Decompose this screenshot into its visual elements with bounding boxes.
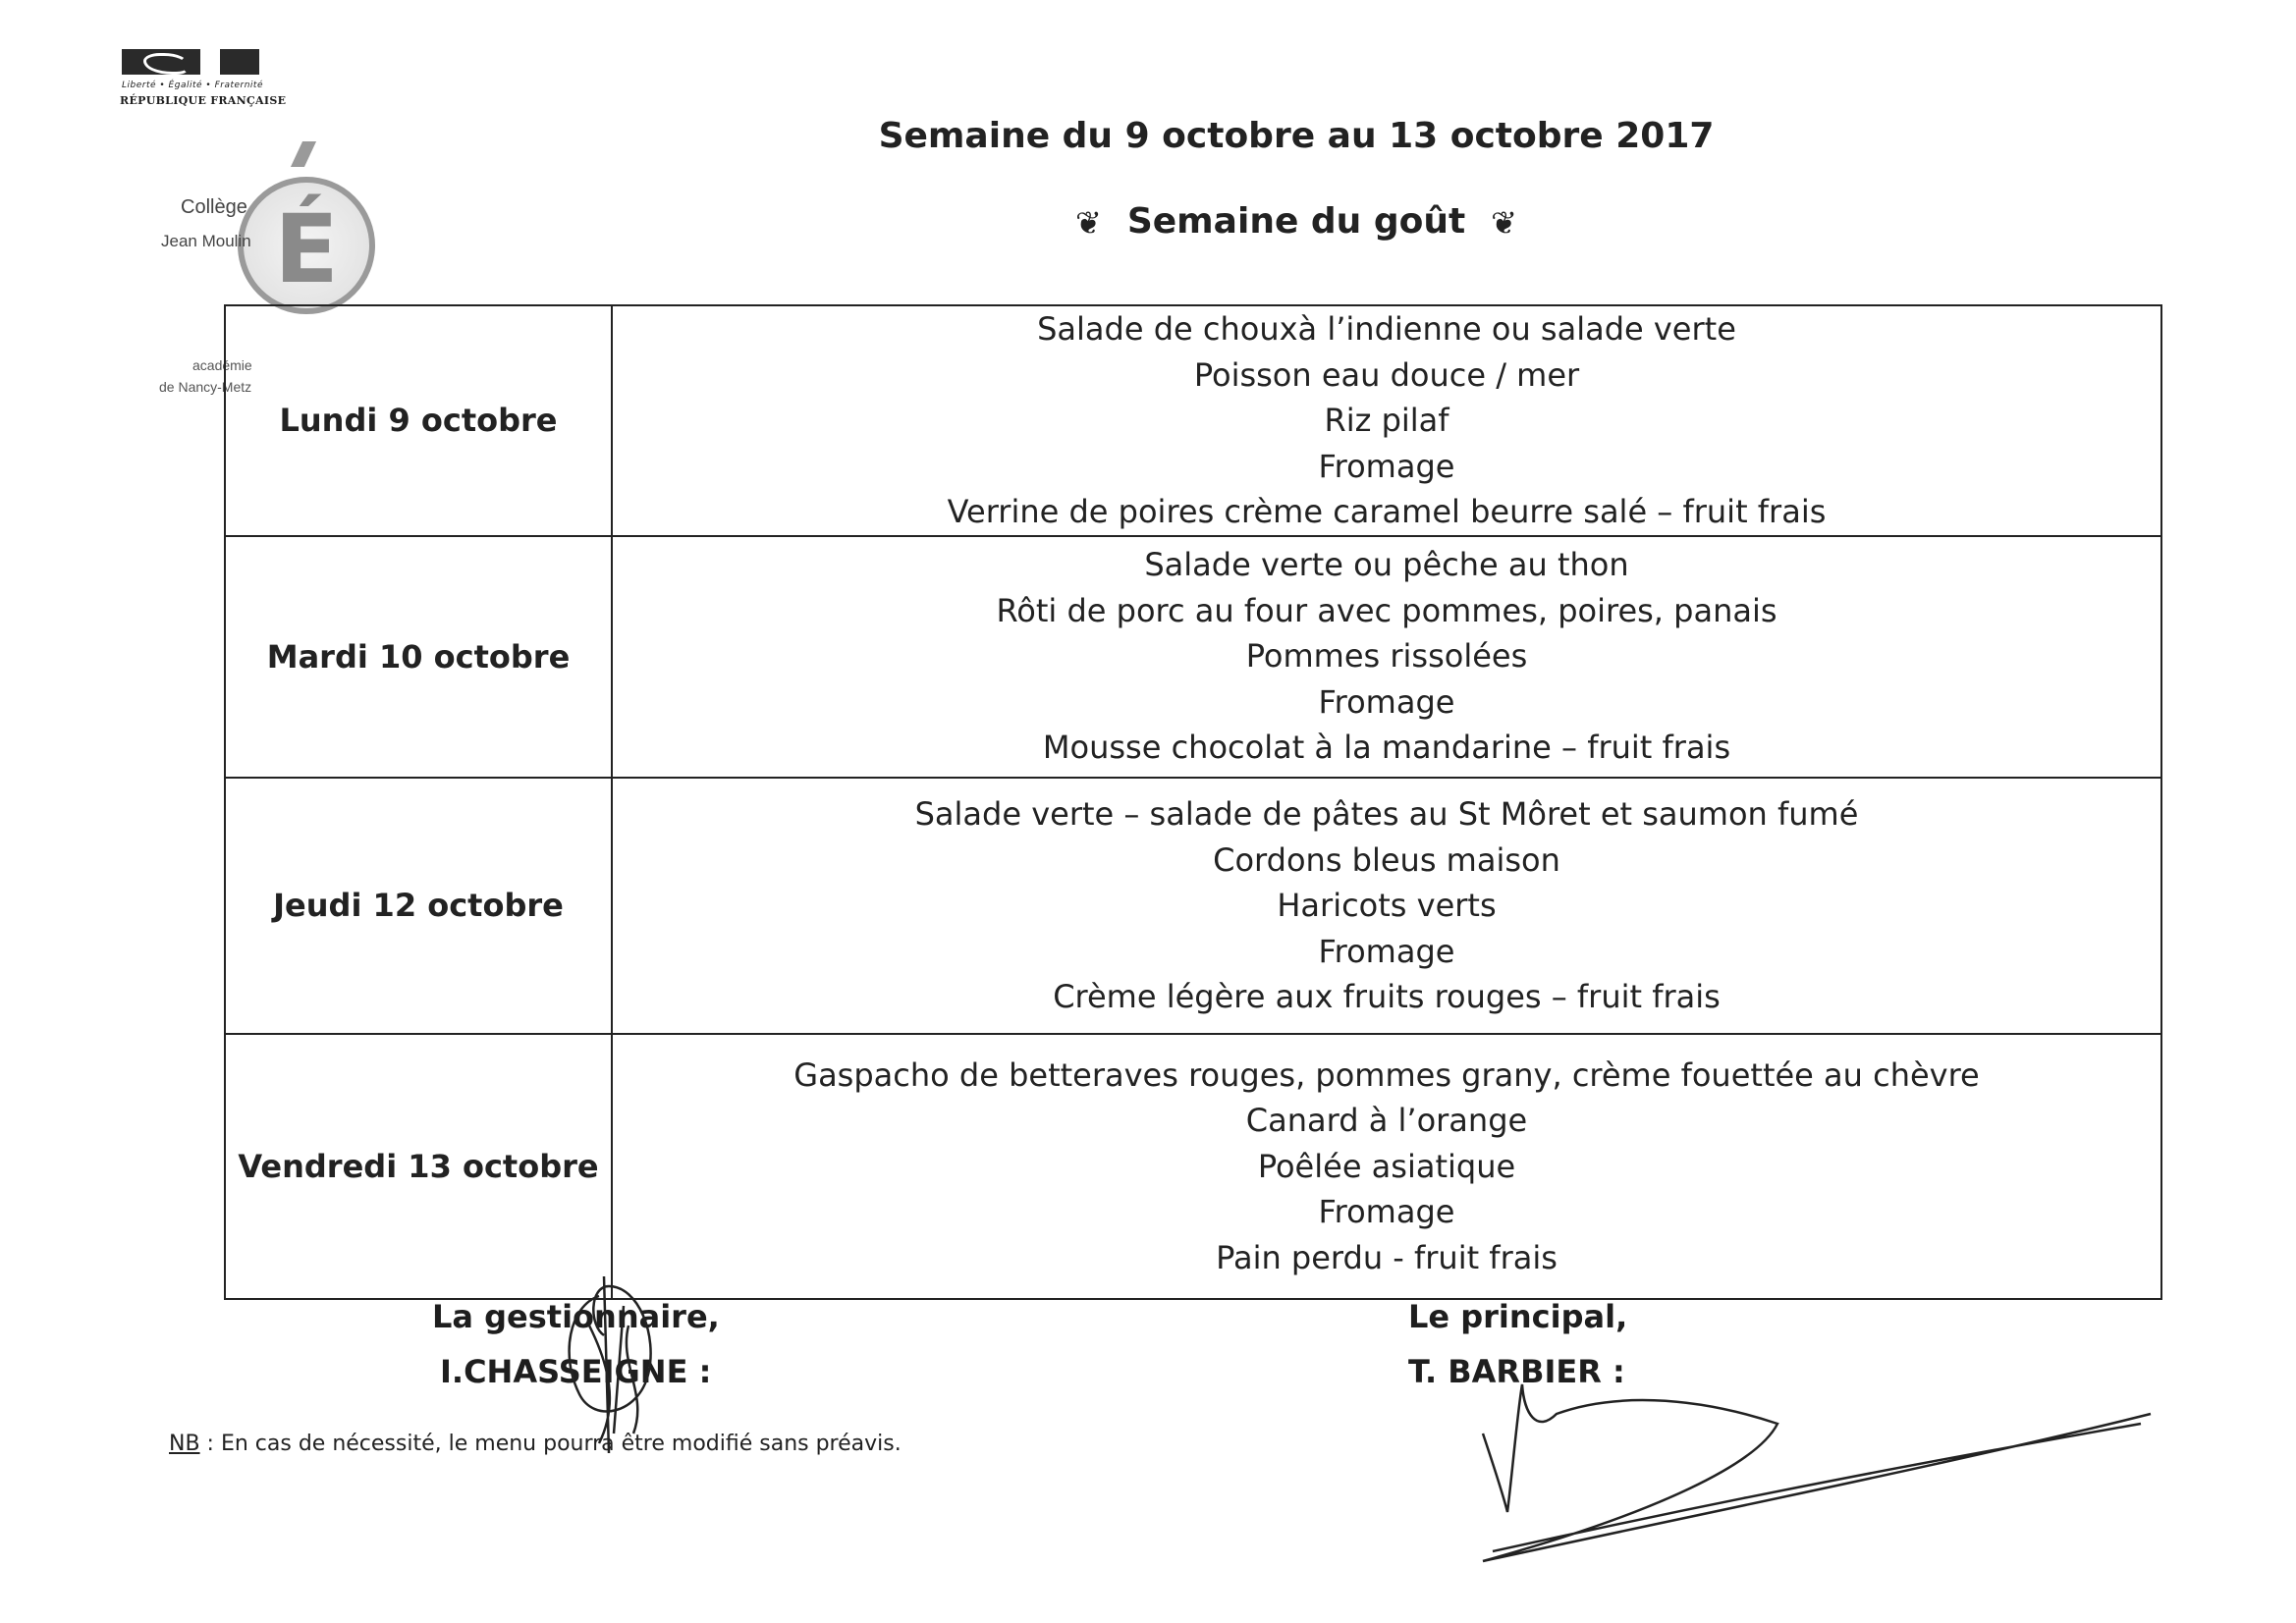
table-row (225, 305, 2161, 536)
dish-item: Riz pilaf (1324, 402, 1449, 440)
college-label: Collège (181, 196, 247, 218)
dish-item: Poêlée asiatique (1257, 1147, 1516, 1185)
dish-item: Salade verte – salade de pâtes au St Môret et saumon fumé (914, 795, 1859, 834)
dish-item: Salade de chouxà l’indienne ou salade verte (1037, 310, 1736, 349)
table-row (225, 778, 2161, 1034)
ornament-left-icon: ❦ (1075, 204, 1102, 242)
republique-francaise-logo (118, 49, 287, 118)
dish-item: Fromage (1318, 447, 1455, 485)
nb-label: NB (169, 1432, 200, 1456)
principal-name: T. BARBIER : (1408, 1353, 1625, 1390)
nb-text: : En cas de nécessité, le menu pourra être modifié sans préavis. (199, 1432, 902, 1456)
dish-item: Mousse chocolat à la mandarine – fruit frais (1042, 729, 1731, 767)
dishes-cell (612, 778, 2161, 1034)
dishes-cell (612, 536, 2161, 778)
dishes-cell (612, 305, 2161, 536)
dish-item: Cordons bleus maison (1213, 840, 1560, 879)
page-title: Semaine du 9 octobre au 13 octobre 2017 (878, 116, 1715, 156)
dish-item: Fromage (1318, 932, 1455, 970)
table-row (225, 536, 2161, 778)
dish-item: Canard à l’orange (1245, 1102, 1528, 1140)
marianne-logo-icon (122, 49, 259, 75)
dish-item: Gaspacho de betteraves rouges, pommes grany, crème fouettée au chèvre (793, 1055, 1980, 1094)
dish-item: Verrine de poires crème caramel beurre salé – fruit frais (947, 493, 1827, 531)
menu-table (224, 304, 2162, 1300)
subtitle-text: Semaine du goût (1126, 201, 1466, 242)
footer-note (169, 1432, 902, 1456)
dish-item: Rôti de porc au four avec pommes, poires, panais (996, 591, 1777, 629)
ornament-right-icon: ❦ (1491, 204, 1517, 242)
page-subtitle (687, 201, 1905, 242)
dishes-cell (612, 1034, 2161, 1299)
day-cell: Jeudi 12 octobre (225, 778, 612, 1034)
education-seal-icon (238, 177, 375, 314)
republic-motto: Liberté • Égalité • Fraternité (122, 81, 264, 90)
day-cell: Lundi 9 octobre (225, 305, 612, 536)
dish-item: Pommes rissolées (1245, 637, 1528, 676)
academy-name: de Nancy-Metz (159, 379, 252, 395)
gestionnaire-label: La gestionnaire, (432, 1298, 720, 1335)
principal-label: Le principal, (1408, 1298, 1628, 1335)
dish-item: Salade verte ou pêche au thon (1144, 546, 1629, 584)
academy-label: académie (192, 357, 252, 373)
dish-item: Crème légère aux fruits rouges – fruit frais (1053, 978, 1721, 1016)
dish-item: Haricots verts (1277, 887, 1497, 925)
seal-letter: É (274, 194, 339, 304)
day-cell: Vendredi 13 octobre (225, 1034, 612, 1299)
republic-name: RÉPUBLIQUE FRANÇAISE (120, 94, 287, 107)
dish-item: Pain perdu - fruit frais (1216, 1238, 1558, 1276)
table-row (225, 1034, 2161, 1299)
college-name: Jean Moulin (161, 232, 251, 250)
dish-item: Fromage (1318, 1193, 1455, 1231)
dish-item: Fromage (1318, 682, 1455, 721)
gestionnaire-name: I.CHASSEIGNE : (440, 1353, 712, 1390)
dish-item: Poisson eau douce / mer (1193, 355, 1580, 394)
day-cell: Mardi 10 octobre (225, 536, 612, 778)
